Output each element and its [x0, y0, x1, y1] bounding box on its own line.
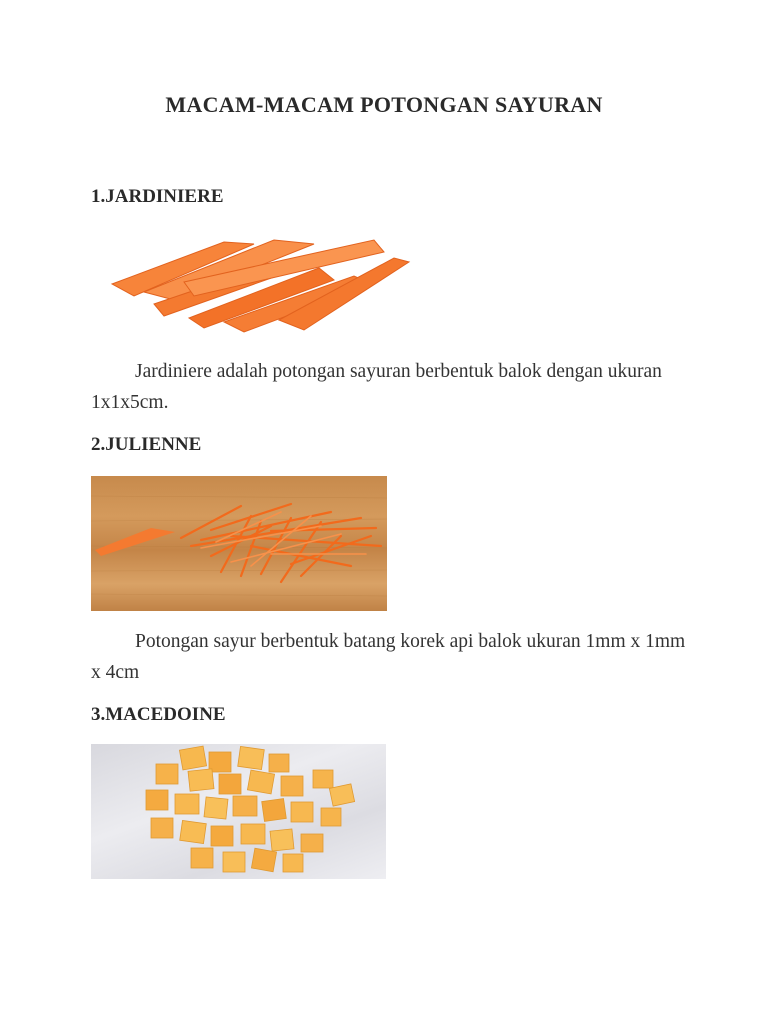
jardiniere-description-text: Jardiniere adalah potongan sayuran berbentuk balok dengan ukuran 1x1x5cm.	[91, 361, 662, 413]
julienne-image	[91, 476, 387, 611]
jardiniere-image	[104, 232, 414, 334]
page-title: MACAM-MACAM POTONGAN SAYURAN	[165, 92, 603, 117]
section-heading-macedoine: 3.MACEDOINE	[91, 704, 226, 725]
section-heading-julienne: 2.JULIENNE	[91, 434, 202, 455]
macedoine-image	[91, 744, 386, 879]
julienne-description-text: Potongan sayur berbentuk batang korek api balok ukuran 1mm x 1mm x 4cm	[91, 631, 686, 683]
julienne-description	[91, 626, 691, 688]
jardiniere-description	[91, 356, 691, 418]
section-heading-jardiniere: 1.JARDINIERE	[91, 186, 224, 207]
